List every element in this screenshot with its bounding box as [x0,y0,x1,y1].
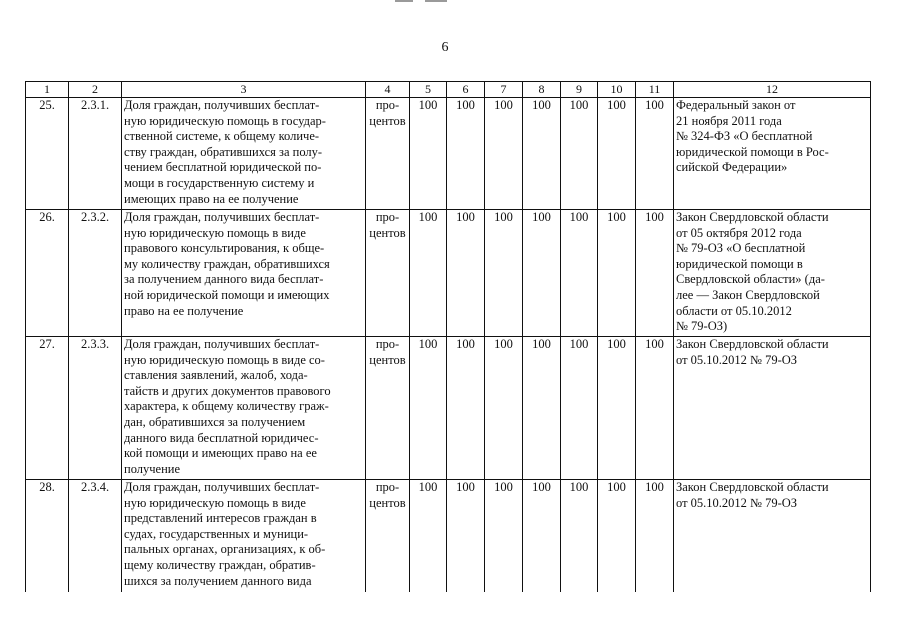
table-row [26,480,871,593]
value-cell: 100 [485,210,523,337]
value-cell: 100 [485,337,523,480]
indicators-table [25,81,871,592]
unit-text: про- центов [366,480,410,593]
value-cell: 100 [561,337,598,480]
row-code: 2.3.3. [69,337,122,480]
value-cell: 100 [523,98,561,210]
indicator-text: Доля граждан, получивших бесплат- ную юридическую помощь в виде представлений интересов граждан в судах, государственных и муници- пальных органах, организациях, к об- щему количеству граждан, обратив- шихся за получением данного вида [122,480,366,593]
value-cell: 100 [598,98,636,210]
unit-text: про- центов [366,210,410,337]
value-cell: 100 [523,337,561,480]
value-cell: 100 [636,210,674,337]
table-row [26,337,871,480]
value-cell: 100 [485,480,523,593]
header-cell-6: 6 [447,82,485,98]
value-cell: 100 [598,337,636,480]
row-code: 2.3.2. [69,210,122,337]
header-cell-9: 9 [561,82,598,98]
header-cell-8: 8 [523,82,561,98]
value-cell: 100 [447,98,485,210]
value-cell: 100 [561,480,598,593]
header-cell-1: 1 [26,82,69,98]
row-number: 27. [26,337,69,480]
header-cell-10: 10 [598,82,636,98]
row-number: 26. [26,210,69,337]
value-cell: 100 [410,210,447,337]
scan-edge-mark-right [425,0,447,2]
value-cell: 100 [598,210,636,337]
row-number: 28. [26,480,69,593]
unit-text: про- центов [366,98,410,210]
header-cell-7: 7 [485,82,523,98]
table-row [26,210,871,337]
value-cell: 100 [636,480,674,593]
value-cell: 100 [561,98,598,210]
value-cell: 100 [636,98,674,210]
header-cell-2: 2 [69,82,122,98]
unit-text: про- центов [366,337,410,480]
value-cell: 100 [598,480,636,593]
legal-basis-text: Федеральный закон от 21 ноября 2011 года № 324-ФЗ «О бесплатной юридической помощи в Рос- сийской Федерации» [674,98,871,210]
header-cell-4: 4 [366,82,410,98]
indicator-text: Доля граждан, получивших бесплат- ную юридическую помощь в виде правового консультирования, к обще- му количеству граждан, обратившихся за получением данного вида бесплат- ной юридической помощи и имеющих право на ее получение [122,210,366,337]
header-cell-11: 11 [636,82,674,98]
header-cell-5: 5 [410,82,447,98]
value-cell: 100 [636,337,674,480]
value-cell: 100 [447,337,485,480]
value-cell: 100 [485,98,523,210]
value-cell: 100 [447,210,485,337]
table-row [26,98,871,210]
value-cell: 100 [447,480,485,593]
indicator-text: Доля граждан, получивших бесплат- ную юридическую помощь в государ- ственной системе, к общему количе- ству граждан, обратившихся за полу- чением бесплатной юридической по- мощи в государственную систему и имеющих право на ее получение [122,98,366,210]
indicator-text: Доля граждан, получивших бесплат- ную юридическую помощь в виде со- ставления заявлений, жалоб, хода- тайств и других документов правового характера, к общему количеству граж- дан, обратившихся за получением данного вида бесплатной юридичес- кой помощи и имеющих право на ее получение [122,337,366,480]
page-number: 6 [441,40,449,55]
legal-basis-text: Закон Свердловской области от 05.10.2012 № 79-ОЗ [674,480,871,593]
header-cell-12: 12 [674,82,871,98]
header-row [26,82,871,98]
row-number: 25. [26,98,69,210]
value-cell: 100 [410,98,447,210]
legal-basis-text: Закон Свердловской области от 05 октября 2012 года № 79-ОЗ «О бесплатной юридической помощи в Свердловской области» (да- лее — Закон Свердловской области от 05.10.2012 № 79-ОЗ) [674,210,871,337]
value-cell: 100 [523,210,561,337]
value-cell: 100 [561,210,598,337]
row-code: 2.3.1. [69,98,122,210]
row-code: 2.3.4. [69,480,122,593]
legal-basis-text: Закон Свердловской области от 05.10.2012 № 79-ОЗ [674,337,871,480]
scan-edge-mark-left [395,0,413,2]
value-cell: 100 [410,480,447,593]
value-cell: 100 [523,480,561,593]
header-cell-3: 3 [122,82,366,98]
value-cell: 100 [410,337,447,480]
